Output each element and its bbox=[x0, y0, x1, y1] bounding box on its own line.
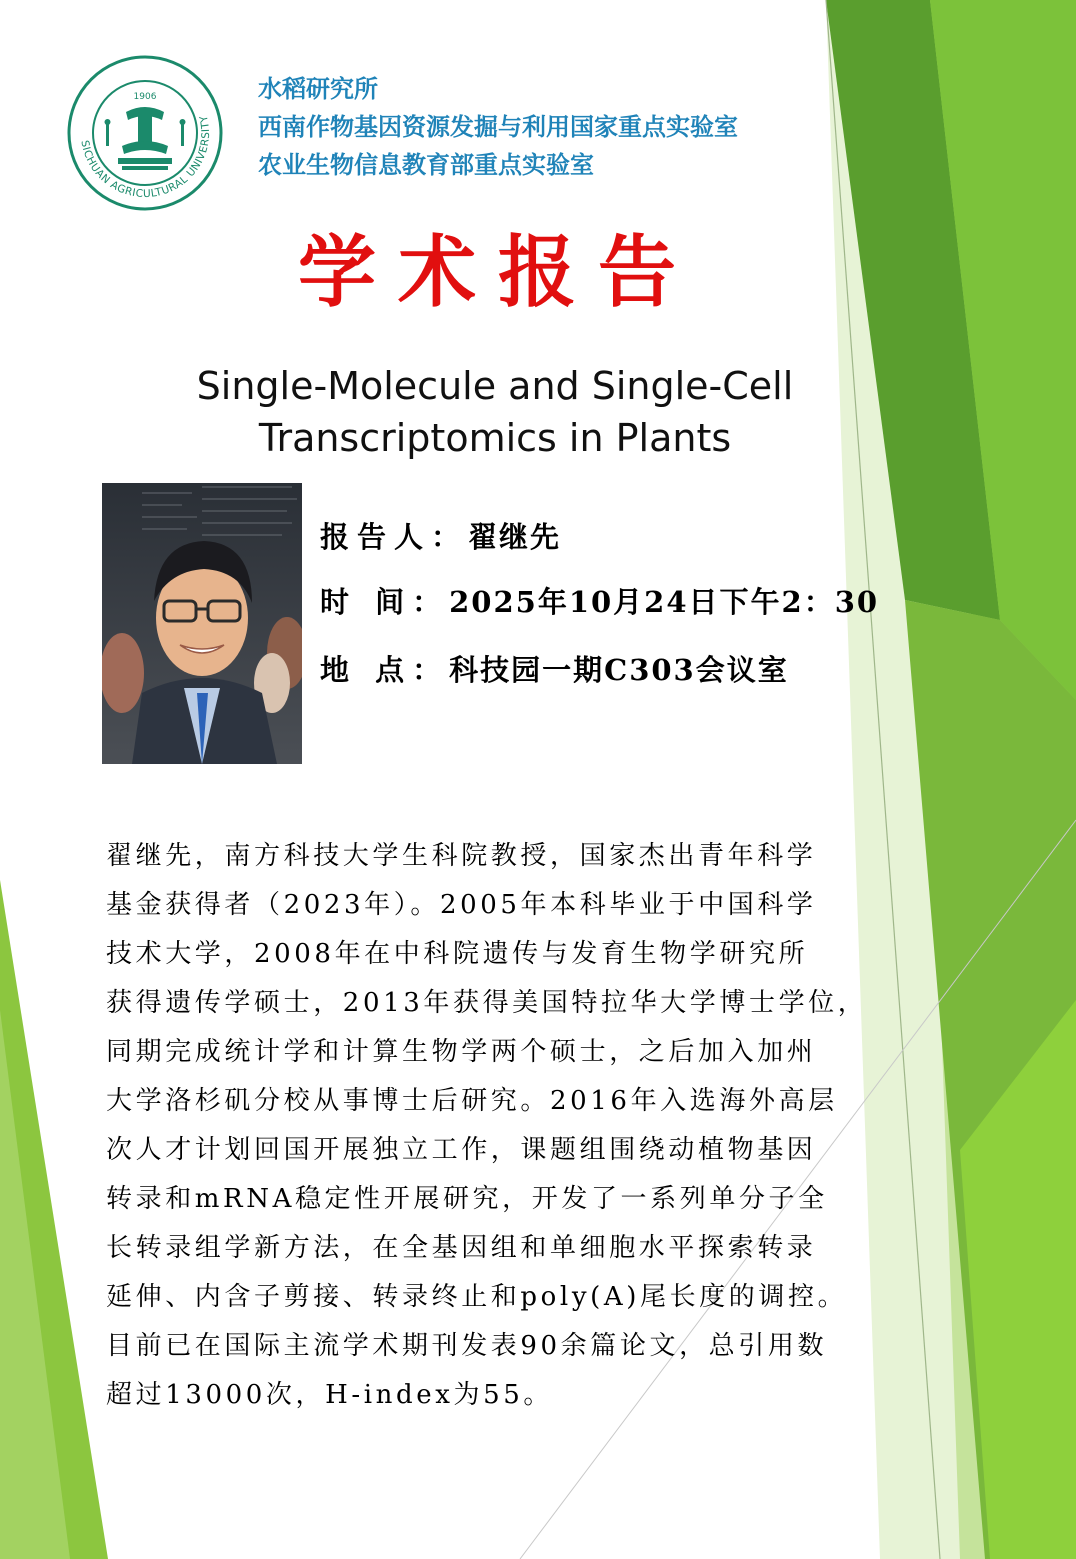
institution-line-2: 西南作物基因资源发掘与利用国家重点实验室 bbox=[258, 113, 738, 141]
speaker-line bbox=[320, 515, 561, 559]
time-label: 时 间： bbox=[320, 585, 450, 619]
bio-line: 大学洛杉矶分校从事博士后研究。2016年入选海外高层 bbox=[106, 1086, 838, 1116]
institution-line-1: 水稻研究所 bbox=[258, 75, 378, 103]
talk-title-line-1: Single-Molecule and Single-Cell bbox=[196, 364, 794, 408]
bio-line: 目前已在国际主流学术期刊发表90余篇论文，总引用数 bbox=[106, 1331, 828, 1361]
university-seal-icon bbox=[66, 54, 224, 212]
logo-year: 1906 bbox=[133, 92, 157, 102]
page-title: 学术报告 bbox=[297, 227, 698, 318]
bio-line: 同期完成统计学和计算生物学两个硕士，之后加入加州 bbox=[106, 1037, 817, 1067]
talk-title-line-2: Transcriptomics in Plants bbox=[258, 416, 732, 460]
bio-line: 转录和mRNA稳定性开展研究，开发了一系列单分子全 bbox=[106, 1184, 828, 1214]
institution-header bbox=[258, 70, 738, 184]
bio-line: 技术大学，2008年在中科院遗传与发育生物学研究所 bbox=[106, 939, 809, 969]
place-line bbox=[320, 648, 789, 692]
bio-line: 长转录组学新方法，在全基因组和单细胞水平探索转录 bbox=[106, 1233, 817, 1263]
university-logo bbox=[66, 54, 224, 212]
place-value: 科技园一期C303会议室 bbox=[449, 653, 789, 687]
talk-title bbox=[150, 360, 840, 464]
bio-line: 延伸、内含子剪接、转录终止和poly(A)尾长度的调控。 bbox=[106, 1282, 848, 1312]
speaker-photo-icon bbox=[102, 483, 302, 764]
bio-line: 翟继先，南方科技大学生科院教授，国家杰出青年科学 bbox=[106, 841, 817, 871]
speaker-name: 翟继先 bbox=[468, 520, 562, 554]
speaker-biography bbox=[106, 832, 896, 1420]
bio-line: 超过13000次，H-index为55。 bbox=[106, 1380, 554, 1410]
time-line bbox=[320, 580, 879, 624]
speaker-photo bbox=[102, 483, 302, 764]
place-label: 地 点： bbox=[320, 653, 450, 687]
bio-line: 获得遗传学硕士，2013年获得美国特拉华大学博士学位， bbox=[106, 988, 868, 1018]
speaker-label: 报告人： bbox=[320, 520, 469, 554]
institution-line-3: 农业生物信息教育部重点实验室 bbox=[258, 151, 594, 179]
time-value: 2025年10月24日下午2：30 bbox=[449, 585, 880, 619]
logo-ring-text: SICHUAN AGRICULTURAL UNIVERSITY bbox=[78, 113, 213, 201]
bio-line: 基金获得者（2023年）。2005年本科毕业于中国科学 bbox=[106, 890, 817, 920]
bio-line: 次人才计划回国开展独立工作，课题组围绕动植物基因 bbox=[106, 1135, 817, 1165]
